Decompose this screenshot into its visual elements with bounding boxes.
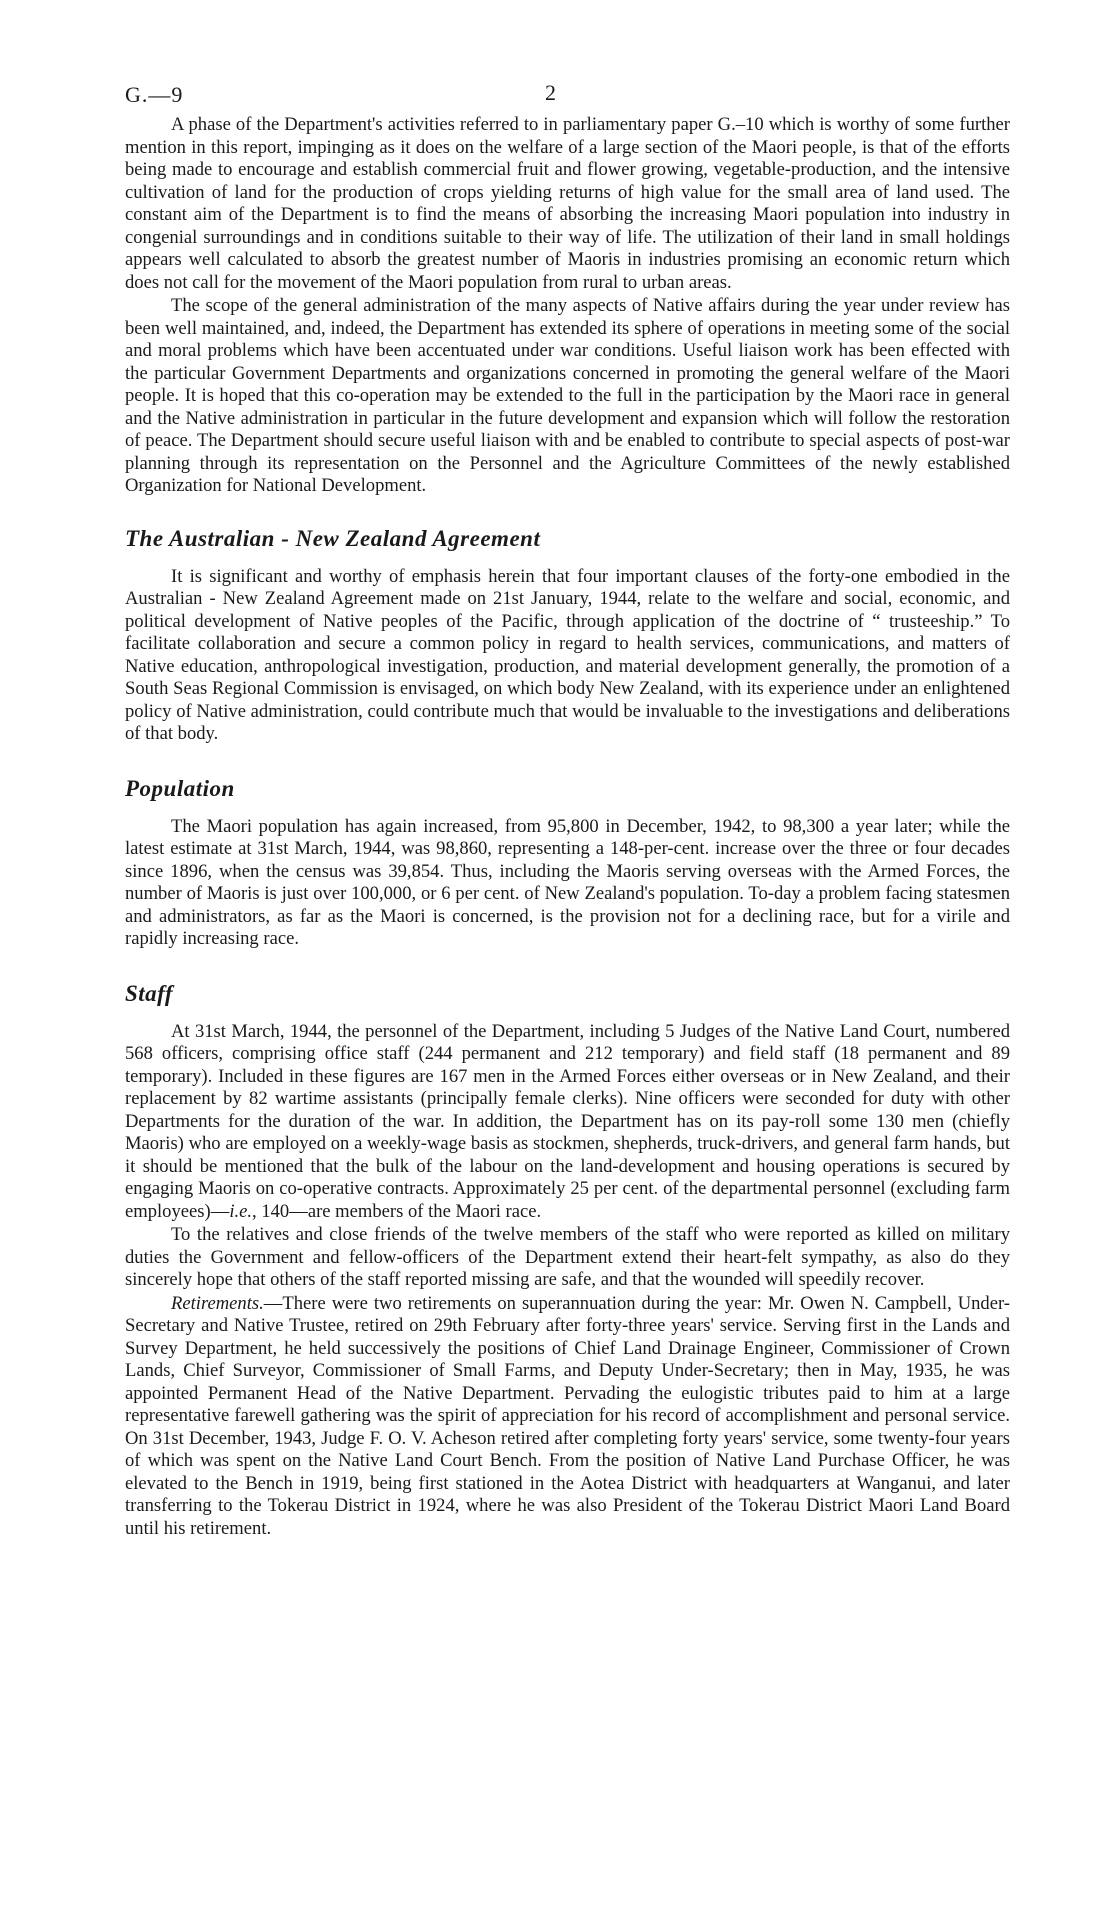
population-paragraph: The Maori population has again increased, from 95,800 in December, 1942, to 98,300 a year later; while the latest estimate at 31st March, 1944, was 98,860, representing a 148-per-cent. increase over the three or four decades since 1896, when the census was 39,854. Thus, including the Maoris serving overseas with the Armed Forces, the number of Maoris is just over 100,000, or 6 per cent. of New Zealand's population. To-day a problem facing statesmen and administrators, as far as the Maori is concerned, is the provision not for a declining race, but for a virile and rapidly increasing race. xyxy=(125,815,1010,949)
intro-paragraph-2: The scope of the general administration of the many aspects of Native affairs during the year under review has been well maintained, and, indeed, the Department has extended its sphere of operations in meeting some of the social and moral problems which have been accentuated under war conditions. Useful liaison work has been effected with the particular Government Departments and organizations concerned in promoting the general welfare of the Maori people. It is hoped that this co-operation may be extended to the full in the participation by the Maori race in general and the Native administration in particular in the future development and expansion which will follow the restoration of peace. The Department should secure useful liaison with and be enabled to contribute to special aspects of post-war planning through its representation on the Personnel and the Agriculture Committees of the newly established Organization for National Development. xyxy=(125,295,1010,496)
intro-paragraph-1: A phase of the Department's activities referred to in parliamentary paper G.–10 which is worthy of some further mention in this report, impinging as it does on the welfare of a large section of the Maori people, is that of the efforts being made to encourage and establish commercial fruit and flower growing, vegetable-production, and the intensive cultivation of land for the production of crops yielding returns of high value for the small area of land used. The constant aim of the Department is to find the means of absorbing the increasing Maori population into industry in congenial surroundings and in conditions suitable to their way of life. The utilization of their land in small holdings appears well calculated to absorb the greatest number of Maoris in industries promising an economic return which does not call for the movement of the Maori population from rural to urban areas. xyxy=(125,114,1010,293)
staff-paragraph-1-tail: , 140—are members of the Maori race. xyxy=(252,1200,542,1222)
section-heading-staff: Staff xyxy=(125,980,174,1006)
australian-agreement-paragraph: It is significant and worthy of emphasis herein that four important clauses of the forty-one embodied in the Australian - New Zealand Agreement made on 21st January, 1944, relate to the welfare and social, economic, and political development of Native peoples of the Pacific, through application of the doctrine of “ trusteeship.” To facilitate collaboration and secure a common policy in regard to health services, communications, and matters of Native education, anthropological investigation, production, and material development generally, the promotion of a South Seas Regional Commission is envisaged, on which body New Zealand, with its experience under an enlightened policy of Native administration, could contribute much that would be invaluable to the investigations and deliberations of that body. xyxy=(125,565,1010,744)
retirements-lead: Retirements. xyxy=(171,1292,264,1314)
intro-section xyxy=(125,114,1010,498)
population-section xyxy=(125,776,1010,951)
retirements-paragraph xyxy=(125,1293,1010,1541)
retirements-text: —There were two retirements on superannuation during the year: Mr. Owen N. Campbell, Under-Secretary and Native Trustee, retired on 29th February after forty-three years' service. Serving first in the Lands and Survey Department, he held successively the positions of Chief Land Drainage Engineer, Commissioner of Crown Lands, Chief Surveyor, Commissioner of Small Farms, and Deputy Under-Secretary; then in May, 1935, he was appointed Permanent Head of the Native Department. Pervading the eulogistic tributes paid to him at a large representative farewell gathering was the spirit of appreciation for his record of accomplishment and personal service. On 31st December, 1943, Judge F. O. V. Acheson retired after completing forty years' service, some twenty-four years of which was spent on the Native Land Court Bench. From the position of Native Land Purchase Officer, he was elevated to the Bench in 1919, being first stationed in the Aotea District with headquarters at Wanganui, and later transferring to the Tokerau District in 1924, where he was also President of the Tokerau District Maori Land Board until his retirement. xyxy=(125,1292,1010,1539)
australian-agreement-section xyxy=(125,526,1010,746)
document-page xyxy=(125,72,1010,1540)
staff-paragraph-2: To the relatives and close friends of the twelve members of the staff who were reported as killed on military duties the Government and fellow-officers of the Department extend their heart-felt sympathy, as also do they sincerely hope that others of the staff reported missing are safe, and that the wounded will speedily recover. xyxy=(125,1224,1010,1290)
page-header xyxy=(125,72,1010,112)
staff-paragraph-1-ie: i.e. xyxy=(229,1200,253,1222)
staff-paragraph-1 xyxy=(125,1021,1010,1224)
section-heading-population: Population xyxy=(125,775,235,801)
section-heading-australian-agreement: The Australian - New Zealand Agreement xyxy=(125,525,541,551)
staff-paragraph-1-text: At 31st March, 1944, the personnel of the Department, including 5 Judges of the Native Land Court, numbered 568 officers, comprising office staff (244 permanent and 212 temporary) and field staff (18 permanent and 89 temporary). Included in these figures are 167 men in the Armed Forces either overseas or in New Zealand, and their replacement by 82 wartime assistants (principally female clerks). Nine officers were seconded for duty with other Departments for the duration of the war. In addition, the Department has on its pay-roll some 130 men (chiefly Maoris) who are employed on a weekly-wage basis as stockmen, shepherds, truck-drivers, and general farm hands, but it should be mentioned that the bulk of the labour on the land-development and housing operations is secured by engaging Maoris on co-operative contracts. Approximately 25 per cent. of the departmental personnel (excluding farm employees)— xyxy=(125,1020,1010,1222)
page-number: 2 xyxy=(545,80,556,105)
document-reference: G.—9 xyxy=(125,82,184,107)
staff-section xyxy=(125,981,1010,1541)
